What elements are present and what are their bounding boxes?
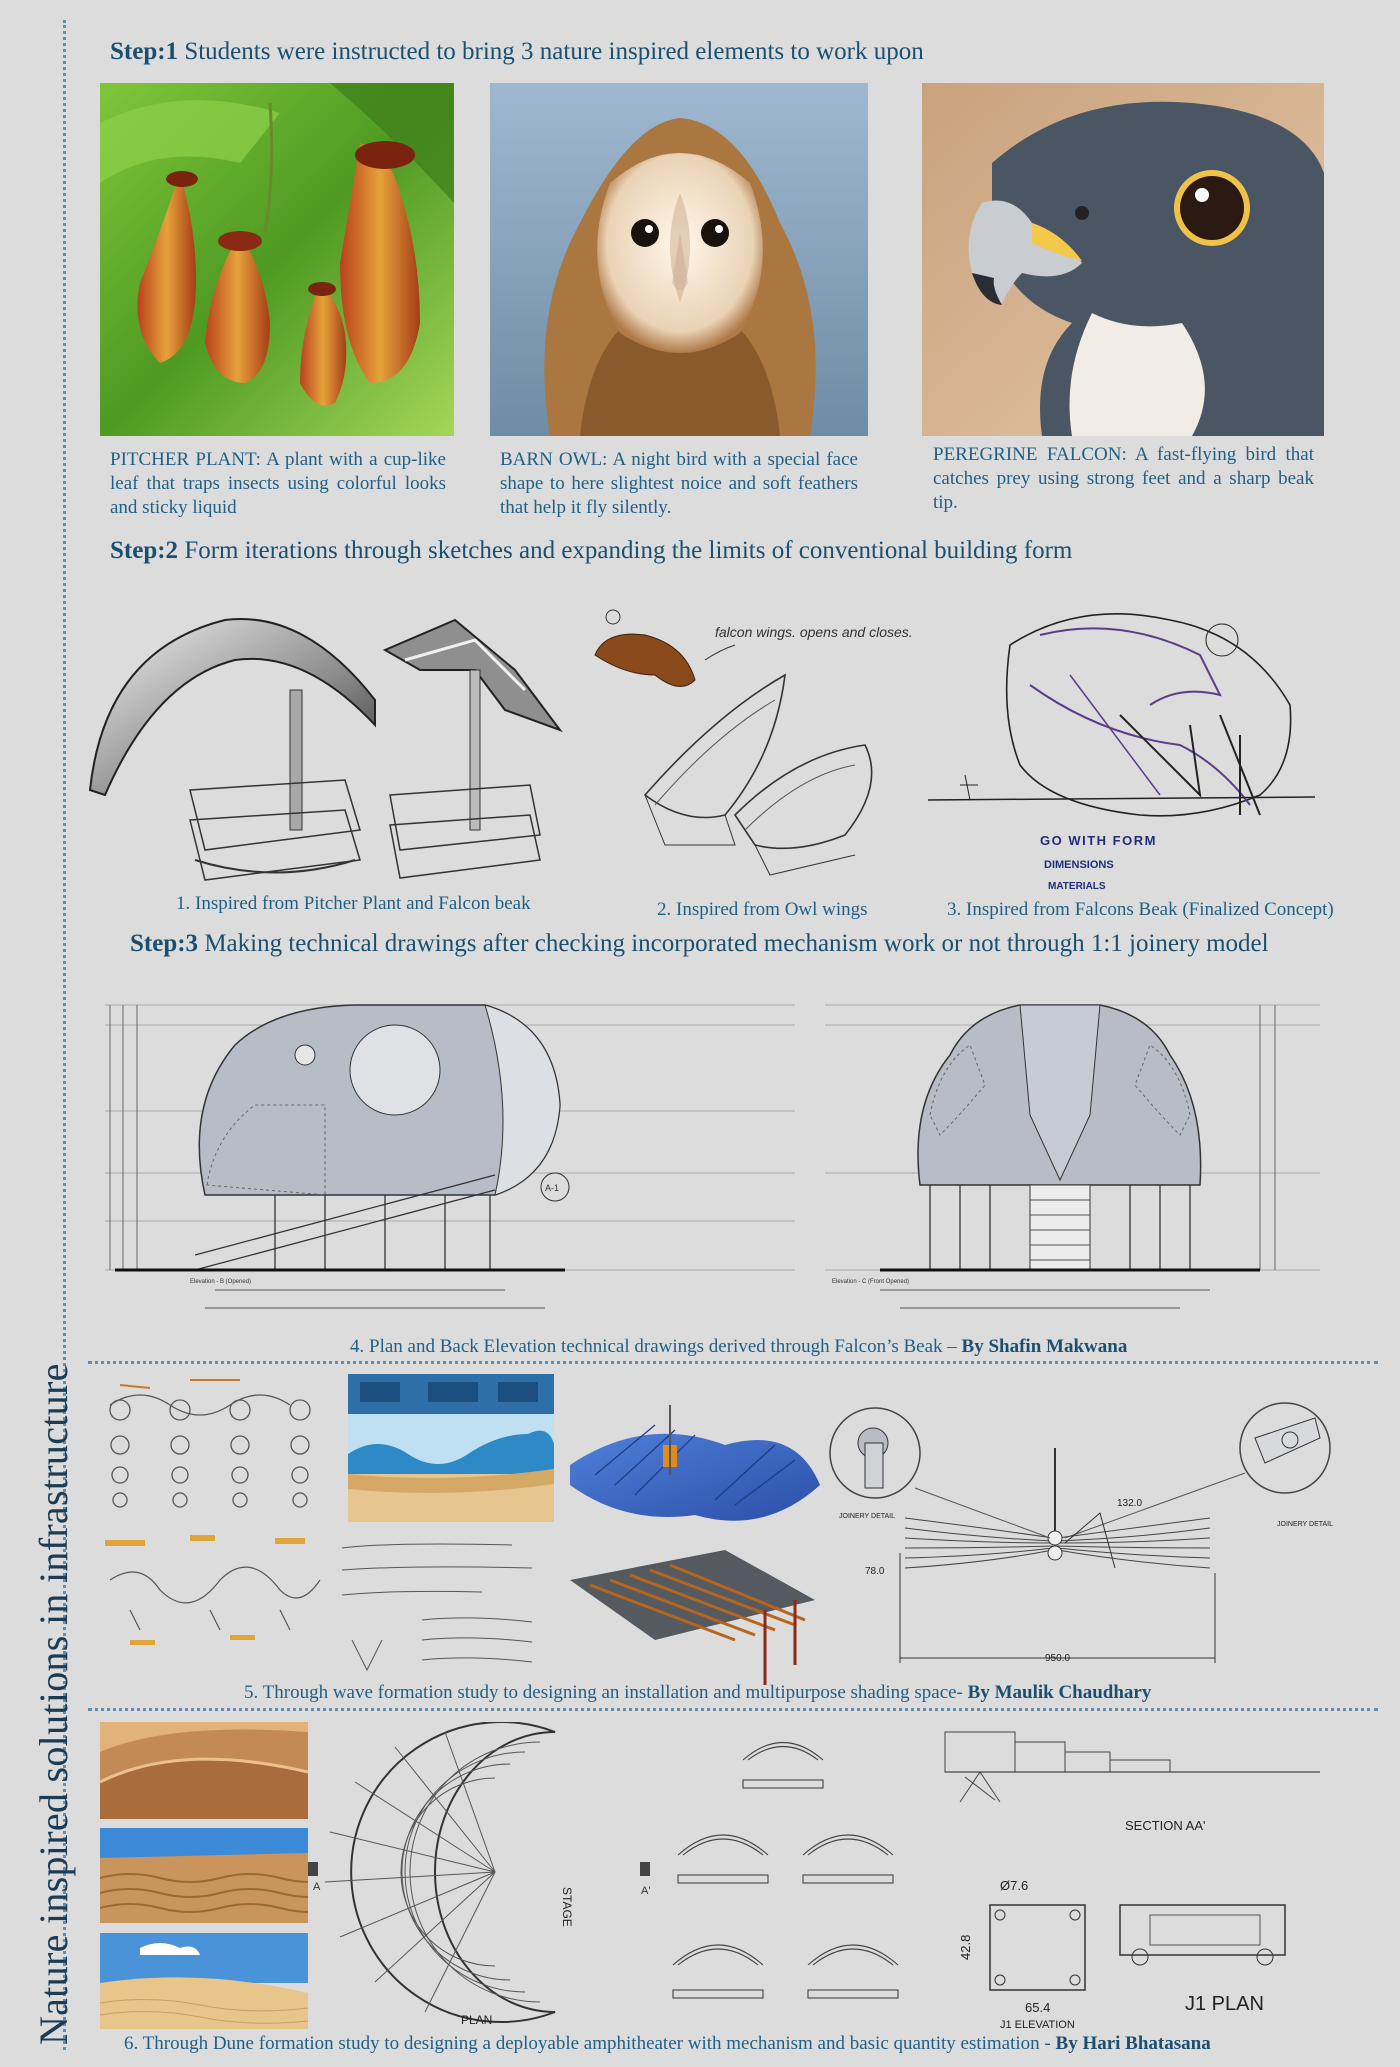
j1-elevation-drawing [955, 1870, 1105, 2030]
poster-side-title: Nature inspired solutions in infrastructure [31, 1363, 76, 2045]
caption-4-text: 4. Plan and Back Elevation technical drawings derived through Falcon’s Beak – [350, 1336, 962, 1357]
elevation-b-drawing [95, 985, 795, 1325]
section-marker-a: A [313, 1881, 321, 1893]
peregrine-falcon-photo [922, 83, 1324, 436]
wave-circle-sketch [100, 1370, 330, 1515]
falcon-note-3: MATERIALS [1048, 881, 1106, 892]
step3-text: Making technical drawings after checking incorporated mechanism work or not through 1:1 joinery model [204, 930, 1269, 957]
sketch-caption-1: 1. Inspired from Pitcher Plant and Falcon beak [176, 893, 531, 914]
dim-label-950: 950.0 [1045, 1653, 1071, 1664]
dim-label-132: 132.0 [1117, 1498, 1143, 1509]
stage-label: STAGE [560, 1887, 574, 1927]
wave-diagram-image [348, 1374, 554, 1522]
caption-6-text: 6. Through Dune formation study to designing a deployable amphitheater with mechanism and basic quantity estimation - [124, 2033, 1056, 2054]
joinery-label-left: JOINERY DETAIL [839, 1513, 896, 1520]
j1-plan-drawing [1110, 1895, 1330, 2025]
step2-label: Step:2 [110, 537, 179, 564]
section-marker-a-prime: A' [641, 1885, 651, 1897]
amphitheater-plan-drawing [305, 1722, 665, 2030]
caption-6-author: By Hari Bhatasana [1055, 2033, 1211, 2054]
step1-heading [110, 38, 924, 66]
j1-height-label: 42.8 [958, 1934, 973, 1960]
step3-heading [130, 930, 1269, 958]
section-aa-label: SECTION AA' [1125, 1818, 1206, 1833]
shading-structure-render [565, 1540, 825, 1685]
step1-text: Students were instructed to bring 3 nature inspired elements to work upon [184, 38, 924, 65]
owl-sketch-note: falcon wings. opens and closes. [715, 624, 913, 640]
joinery-label-right: JOINERY DETAIL [1277, 1521, 1334, 1528]
dune-photo-2 [100, 1828, 308, 1923]
caption-5-author: By Maulik Chaudhary [967, 1682, 1152, 1703]
caption-4-author: By Shafin Makwana [961, 1336, 1128, 1357]
arch-elevations-drawing [668, 1725, 938, 2025]
sketch-caption-2: 2. Inspired from Owl wings [657, 899, 868, 920]
caption-5-text: 5. Through wave formation study to designing an installation and multipurpose shading space- [244, 1682, 968, 1703]
plan-label: PLAN [461, 2013, 493, 2027]
step2-text: Form iterations through sketches and expanding the limits of conventional building form [184, 537, 1073, 564]
j1-dia-label: Ø7.6 [1000, 1878, 1029, 1893]
j1-width-label: 65.4 [1025, 2000, 1051, 2015]
section6-caption [124, 2033, 1211, 2055]
sketch-caption-3: 3. Inspired from Falcons Beak (Finalized Concept) [947, 899, 1334, 920]
barn-owl-photo [490, 83, 868, 436]
blue-installation-render [565, 1405, 825, 1540]
section-divider-2 [88, 1708, 1378, 1711]
dune-photo-3 [100, 1933, 308, 2029]
section-aa-drawing [940, 1722, 1330, 1842]
falcon-beak-sketch [920, 585, 1325, 905]
barn-owl-caption: BARN OWL: A night bird with a special face shape to here slightest noice and soft feathers that help it fly silently. [500, 449, 858, 518]
elevation-b-tag: Elevation - B (Opened) [190, 1279, 252, 1285]
peregrine-falcon-caption: PEREGRINE FALCON: A fast-flying bird that catches prey using strong feet and a sharp beak tip. [933, 444, 1314, 513]
owl-wing-sketch [585, 605, 915, 890]
dune-photo-1 [100, 1722, 308, 1819]
section-marker-a1: A-1 [545, 1183, 560, 1193]
elevation-c-tag: Elevation - C (Front Opened) [832, 1279, 910, 1285]
section5-caption [244, 1682, 1151, 1704]
step1-label: Step:1 [110, 38, 179, 65]
handwritten-notes-sketch [332, 1530, 562, 1675]
dim-label-78: 78.0 [865, 1566, 885, 1577]
step2-heading [110, 537, 1072, 565]
wave-notes-sketch [100, 1530, 330, 1660]
pitcher-canopy-sketch [85, 610, 570, 895]
elevation-c-drawing [820, 985, 1325, 1325]
drawing-caption-4 [350, 1336, 1127, 1358]
falcon-note-2: DIMENSIONS [1044, 859, 1114, 871]
step3-label: Step:3 [130, 930, 199, 957]
pitcher-plant-caption: PITCHER PLANT: A plant with a cup-like leaf that traps insects using colorful looks and sticky liquid [110, 449, 446, 518]
falcon-note-1: GO WITH FORM [1040, 833, 1157, 848]
section-divider-1 [88, 1361, 1378, 1364]
wing-mechanism-drawing [825, 1378, 1335, 1668]
j1-plan-label: J1 PLAN [1185, 1993, 1264, 2015]
j1-elevation-label: J1 ELEVATION [1000, 2019, 1075, 2030]
pitcher-plant-photo [100, 83, 454, 436]
